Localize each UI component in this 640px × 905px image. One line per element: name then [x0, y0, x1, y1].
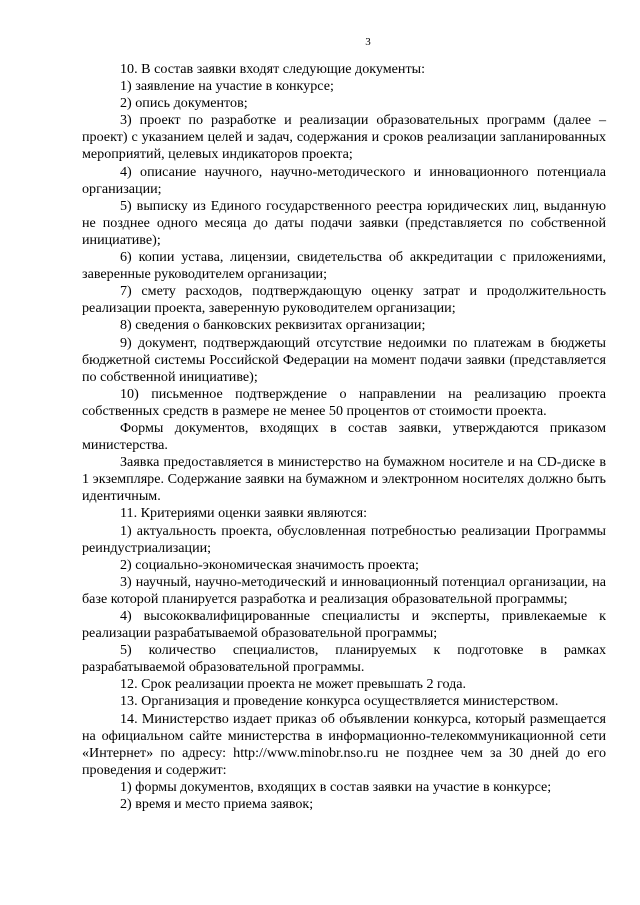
- paragraph-list-item: 3) научный, научно-методический и инновационный потенциал организации, на базе которой планируется разработка и реализация образовательной программы;: [82, 573, 606, 607]
- paragraph-item-14: 14. Министерство издает приказ об объявлении конкурса, который размещается на официальном сайте министерства в информационно-телекоммуникационной сети «Интернет» по адресу: http://www.minobr.nso.ru не позднее чем за 30 дней до его проведения и содержит:: [82, 710, 606, 778]
- paragraph-list-item: 10) письменное подтверждение о направлении на реализацию проекта собственных средств в размере не менее 50 процентов от стоимости проекта.: [82, 385, 606, 419]
- paragraph-text: Формы документов, входящих в состав заявки, утверждаются приказом министерства.: [82, 419, 606, 454]
- document-body: [82, 61, 606, 813]
- paragraph-list-item: 4) описание научного, научно-методического и инновационного потенциала организации;: [82, 163, 606, 197]
- paragraph-list-item: 6) копии устава, лицензии, свидетельства об аккредитации с приложениями, заверенные руководителем организации;: [82, 249, 606, 283]
- paragraph-list-item: 2) время и место приема заявок;: [120, 796, 314, 813]
- page-number: 3: [365, 36, 371, 48]
- paragraph-list-item: 1) заявление на участие в конкурсе;: [120, 78, 334, 95]
- paragraph-item-13: 13. Организация и проведение конкурса осуществляется министерством.: [120, 693, 559, 710]
- paragraph-list-item: 7) смету расходов, подтверждающую оценку затрат и продолжительность реализации проекта, заверенную руководителем организации;: [82, 283, 606, 317]
- paragraph-list-item: 1) актуальность проекта, обусловленная потребностью реализации Программы реиндустриализации;: [82, 522, 606, 556]
- paragraph-list-item: 2) социально-экономическая значимость проекта;: [120, 556, 419, 573]
- paragraph-list-item: 1) формы документов, входящих в состав заявки на участие в конкурсе;: [120, 778, 552, 795]
- paragraph-item-10-heading: 10. В состав заявки входят следующие документы:: [120, 61, 426, 77]
- paragraph-list-item: 4) высококвалифицированные специалисты и эксперты, привлекаемые к реализации разрабатываемой образовательной программы;: [82, 608, 606, 642]
- paragraph-list-item: 3) проект по разработке и реализации образовательных программ (далее – проект) с указанием целей и задач, содержания и сроков реализации запланированных мероприятий, целевых индикаторов проекта;: [82, 112, 606, 163]
- paragraph-item-12: 12. Срок реализации проекта не может превышать 2 года.: [120, 676, 467, 693]
- paragraph-list-item: 5) выписку из Единого государственного реестра юридических лиц, выданную не позднее одного месяца до даты подачи заявки (представляется по собственной инициативе);: [82, 197, 606, 248]
- paragraph-text: Заявка предоставляется в министерство на бумажном носителе и на CD-диске в 1 экземпляре. Содержание заявки на бумажном и электронном носителях должно быть идентичным.: [82, 454, 606, 505]
- paragraph-list-item: 8) сведения о банковских реквизитах организации;: [120, 317, 426, 334]
- paragraph-item-11-heading: 11. Критериями оценки заявки являются:: [120, 505, 368, 522]
- paragraph-list-item: 9) документ, подтверждающий отсутствие недоимки по платежам в бюджеты бюджетной системы Российской Федерации на момент подачи заявки (представляется по собственной инициативе);: [82, 334, 606, 385]
- paragraph-list-item: 2) опись документов;: [120, 95, 248, 112]
- paragraph-list-item: 5) количество специалистов, планируемых к подготовке в рамках разрабатываемой образовательной программы.: [82, 642, 606, 676]
